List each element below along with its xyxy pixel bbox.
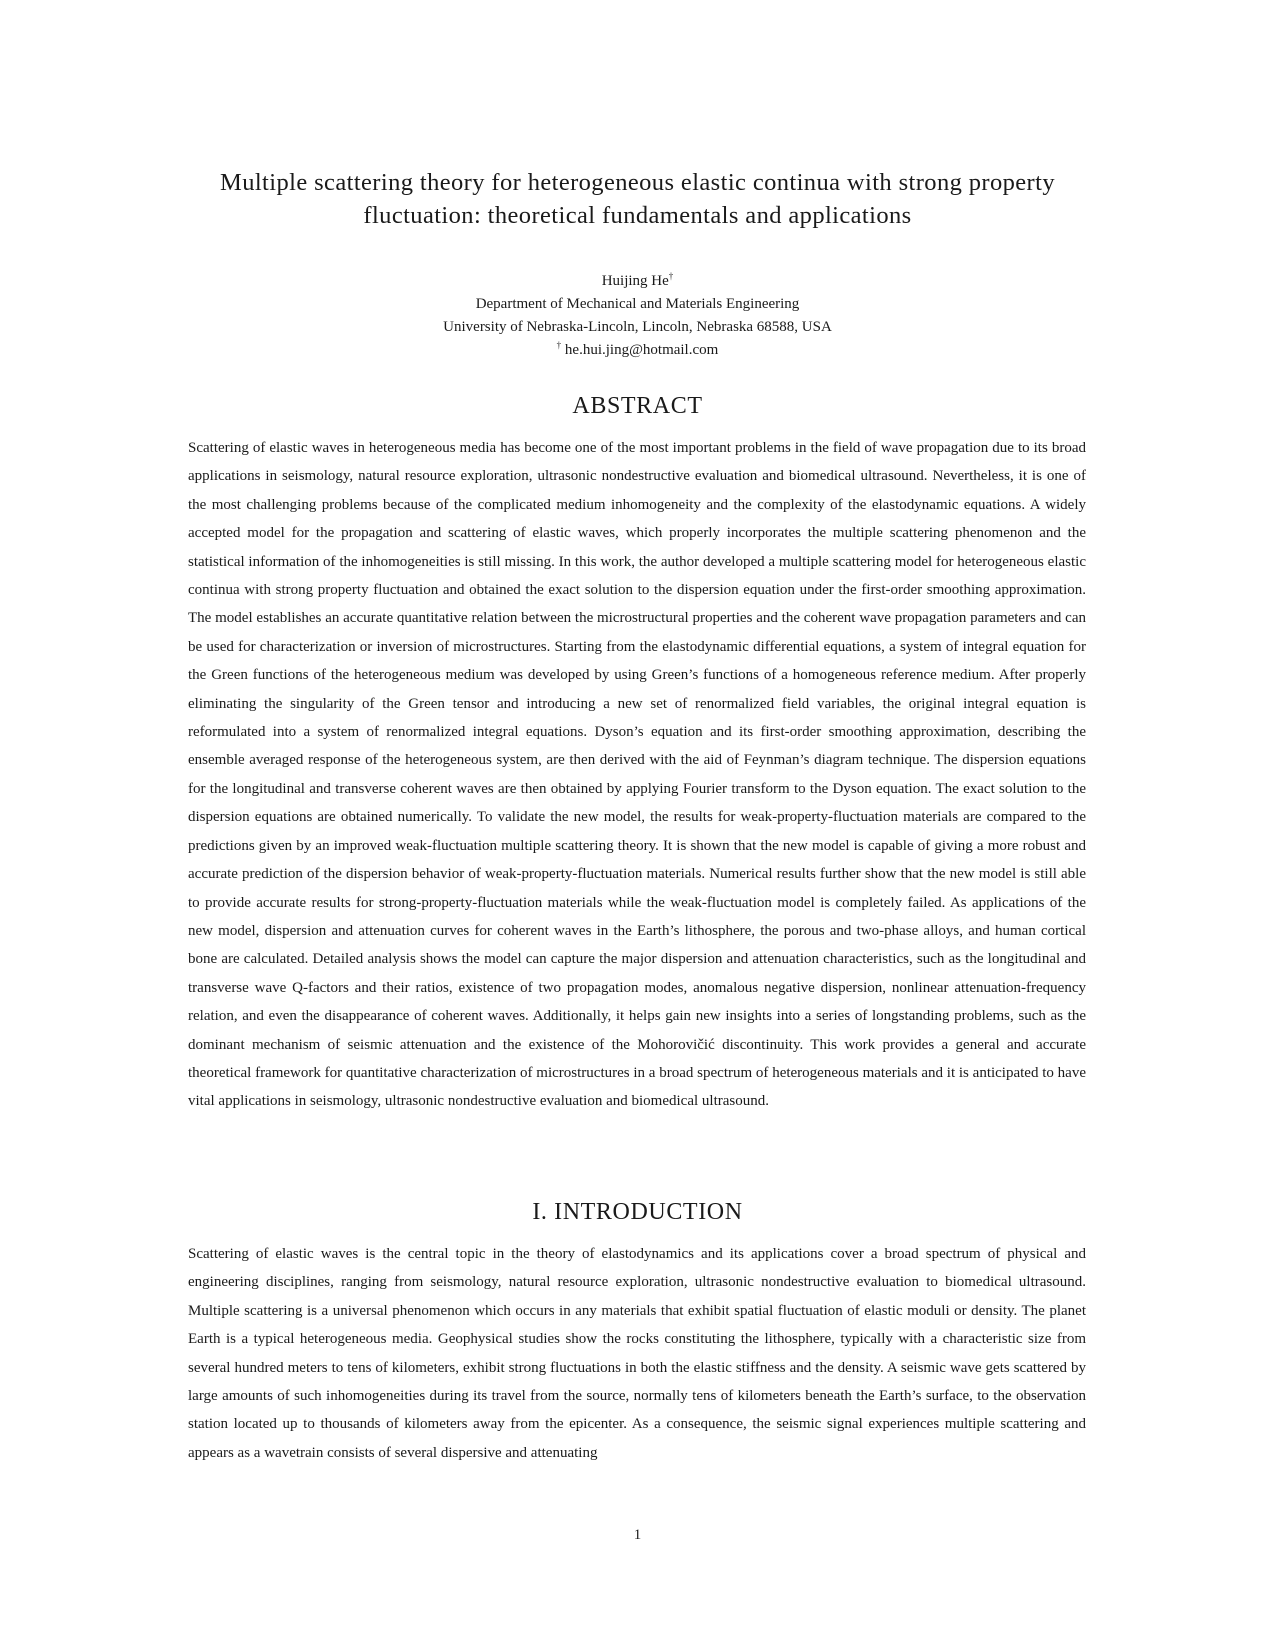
author-block (150, 270, 1125, 362)
page-number: 1 (633, 1527, 642, 1543)
author-department: Department of Mechanical and Materials Engineering (475, 296, 800, 312)
introduction-heading: I. INTRODUCTION (532, 1199, 743, 1225)
email-mark: † (556, 340, 562, 350)
paper-title (150, 166, 1125, 232)
introduction-paragraph: Scattering of elastic waves is the central topic in the theory of elastodynamics and its applications cover a broad spectrum of physical and engineering disciplines, ranging from seismology, natural resource exploration, ultrasonic nondestructive evaluation to biomedical ultrasound. Multiple scattering is a universal phenomenon which occurs in any materials that exhibit spatial fluctuation of elastic moduli or density. The planet Earth is a typical heterogeneous media. Geophysical studies show the rocks constituting the lithosphere, typically with a characteristic size from several hundred meters to tens of kilometers, exhibit strong fluctuations in both the elastic stiffness and the density. A seismic wave gets scattered by large amounts of such inhomogeneities during its travel from the source, normally tens of kilometers beneath the Earth’s surface, to the observation station located up to thousands of kilometers away from the epicenter. As a consequence, the seismic signal experiences multiple scattering and appears as a wavetrain consists of several dispersive and attenuating (188, 1246, 1086, 1461)
author-name: Huijing He (601, 273, 669, 289)
author-mark: † (668, 271, 674, 281)
title-line-1: Multiple scattering theory for heterogeneous elastic continua with strong property (220, 169, 1055, 196)
author-university: University of Nebraska-Lincoln, Lincoln, Nebraska 68588, USA (443, 319, 832, 335)
author-email: he.hui.jing@hotmail.com (564, 342, 719, 358)
abstract-body (188, 434, 1086, 1116)
introduction-body (188, 1240, 1086, 1467)
author-name-line (150, 270, 1125, 293)
abstract-heading: ABSTRACT (572, 393, 703, 419)
author-email-line (150, 339, 1125, 362)
title-line-2: fluctuation: theoretical fundamentals and applications (363, 202, 912, 229)
abstract-paragraph: Scattering of elastic waves in heterogeneous media has become one of the most important problems in the field of wave propagation due to its broad applications in seismology, natural resource exploration, ultrasonic nondestructive evaluation and biomedical ultrasound. Nevertheless, it is one of the most challenging problems because of the complicated medium inhomogeneity and the complexity of the elastodynamic equations. A widely accepted model for the propagation and scattering of elastic waves, which properly incorporates the multiple scattering phenomenon and the statistical information of the inhomogeneities is still missing. In this work, the author developed a multiple scattering model for heterogeneous elastic continua with strong property fluctuation and obtained the exact solution to the dispersion equation under the first-order smoothing approximation. The model establishes an accurate quantitative relation between the microstructural properties and the coherent wave propagation parameters and can be used for characterization or inversion of microstructures. Starting from the elastodynamic differential equations, a system of integral equation for the Green functions of the heterogeneous medium was developed by using Green’s functions of a homogeneous reference medium. After properly eliminating the singularity of the Green tensor and introducing a new set of renormalized field variables, the original integral equation is reformulated into a system of renormalized integral equations. Dyson’s equation and its first-order smoothing approximation, describing the ensemble averaged response of the heterogeneous system, are then derived with the aid of Feynman’s diagram technique. The dispersion equations for the longitudinal and transverse coherent waves are then obtained by applying Fourier transform to the Dyson equation. The exact solution to the dispersion equations are obtained numerically. To validate the new model, the results for weak-property-fluctuation materials are compared to the predictions given by an improved weak-fluctuation multiple scattering theory. It is shown that the new model is capable of giving a more robust and accurate prediction of the dispersion behavior of weak-property-fluctuation materials. Numerical results further show that the new model is still able to provide accurate results for strong-property-fluctuation materials while the weak-fluctuation model is completely failed. As applications of the new model, dispersion and attenuation curves for coherent waves in the Earth’s lithosphere, the porous and two-phase alloys, and human cortical bone are calculated. Detailed analysis shows the model can capture the major dispersion and attenuation characteristics, such as the longitudinal and transverse wave Q-factors and their ratios, existence of two propagation modes, anomalous negative dispersion, nonlinear attenuation-frequency relation, and even the disappearance of coherent waves. Additionally, it helps gain new insights into a series of longstanding problems, such as the dominant mechanism of seismic attenuation and the existence of the Mohorovičić discontinuity. This work provides a general and accurate theoretical framework for quantitative characterization of microstructures in a broad spectrum of heterogeneous materials and it is anticipated to have vital applications in seismology, ultrasonic nondestructive evaluation and biomedical ultrasound. (188, 440, 1086, 1110)
